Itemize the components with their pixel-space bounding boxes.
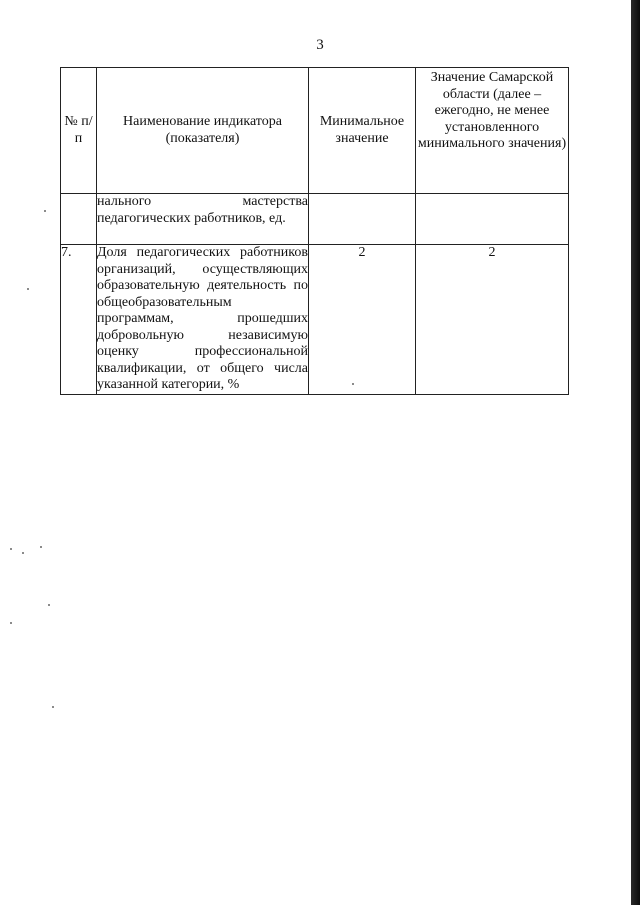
scan-speck	[22, 552, 24, 554]
header-region-value: Значение Самарской области (далее – ежегодно, не менее установленного минимального значения)	[416, 68, 569, 194]
indicators-table	[60, 67, 569, 395]
header-indicator-name: Наименование индикатора (показателя)	[97, 68, 309, 194]
row-indicator-name: нального мастерства педагогических работников, ед.	[97, 194, 309, 245]
scan-speck	[48, 604, 50, 606]
table-row	[61, 194, 569, 245]
header-min-value: Минимальное значение	[309, 68, 416, 194]
row-min-value	[309, 194, 416, 245]
row-indicator-name: Доля педагогических работников организаций, осуществляющих образовательную деятельность по общеобразовательным программам, прошедших добровольную независимую оценку профессиональной квалификации, от общего числа указанной категории, %	[97, 245, 308, 392]
scan-edge-shadow	[631, 0, 640, 905]
table-row	[61, 245, 569, 395]
scan-speck	[10, 548, 12, 550]
row-region-value	[416, 194, 569, 245]
scan-speck	[10, 622, 12, 624]
page-number: 3	[316, 37, 324, 53]
scan-speck	[352, 383, 354, 385]
scan-speck	[40, 546, 42, 548]
scan-speck	[52, 706, 54, 708]
table-header-row	[61, 68, 569, 194]
scan-speck	[27, 288, 29, 290]
scan-speck	[44, 210, 46, 212]
row-min-value: 2	[309, 245, 416, 395]
row-number: 7.	[61, 245, 97, 395]
row-region-value: 2	[416, 245, 569, 395]
row-number	[61, 194, 97, 245]
header-number: № п/п	[61, 68, 97, 194]
